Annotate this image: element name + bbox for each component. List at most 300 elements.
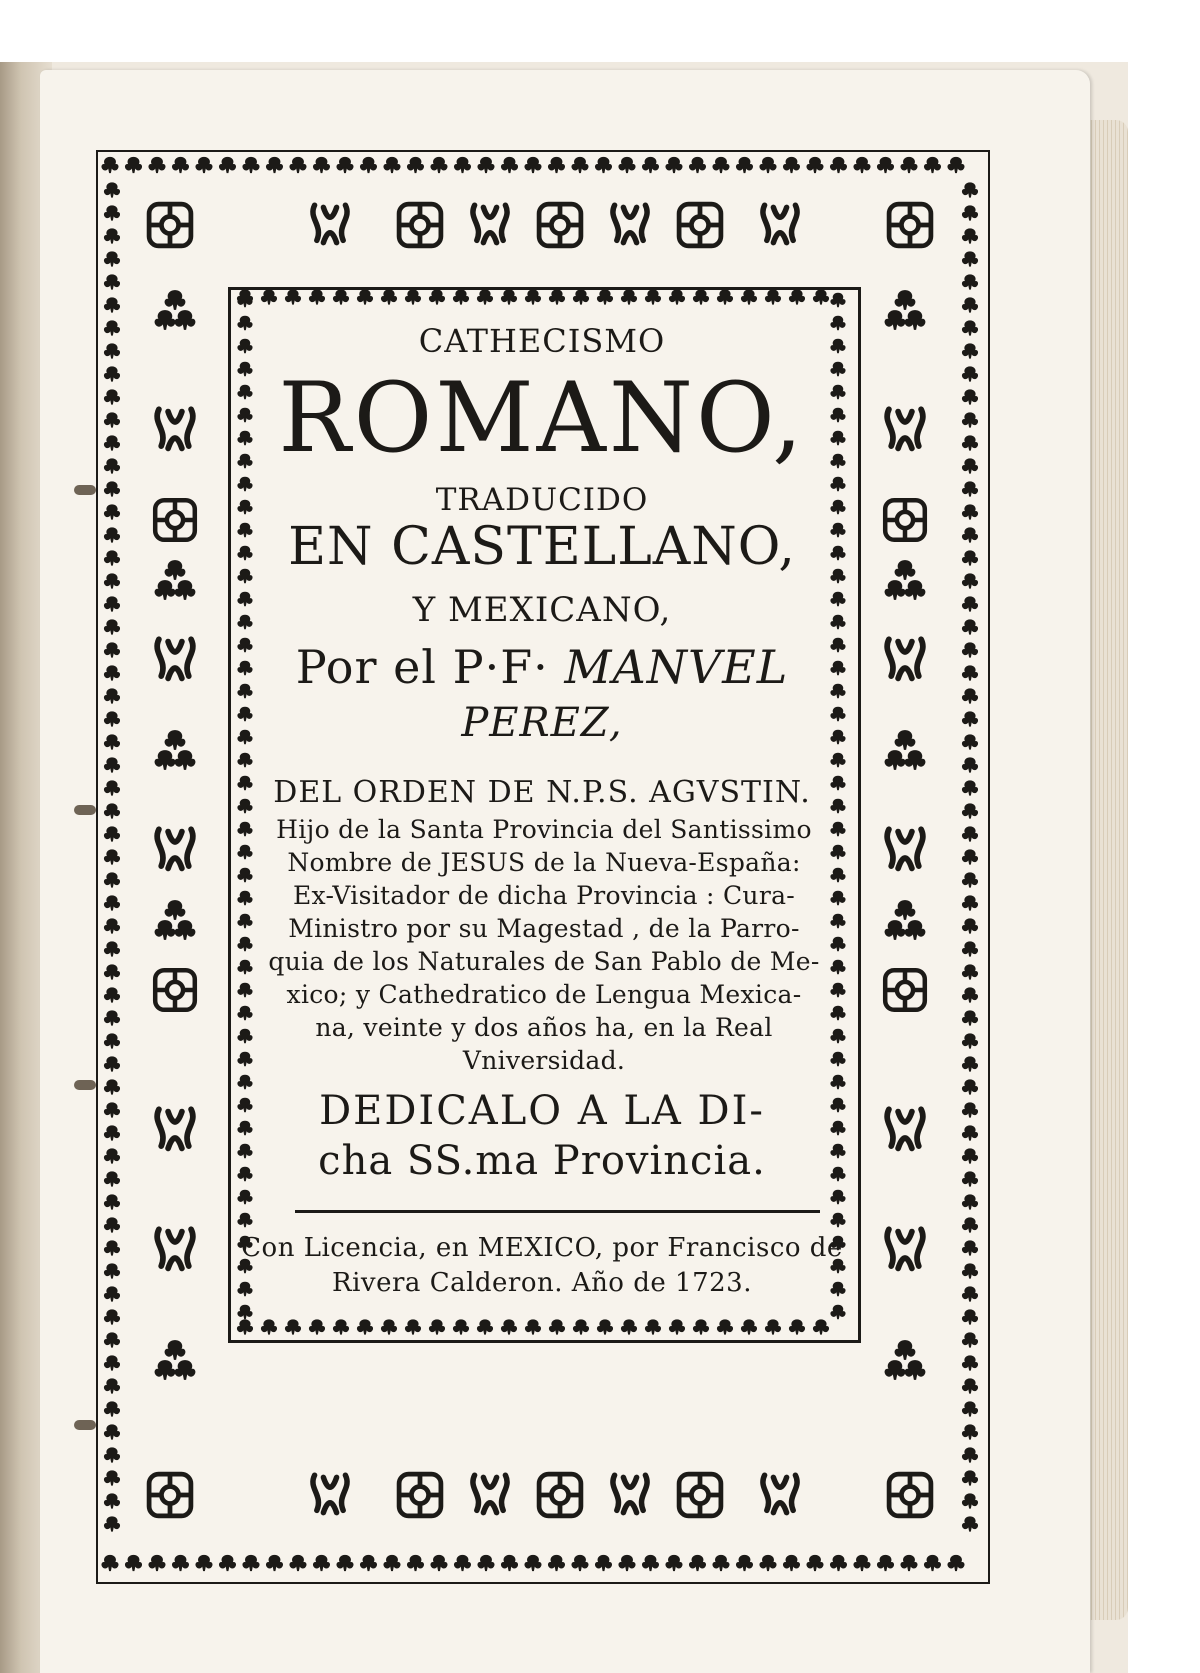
fleuron-ornament [429,1319,445,1334]
title-line-castellano: EN CASTELLANO, [288,517,796,577]
fleuron-ornament [104,1102,120,1117]
fleuron-ornament [645,1319,661,1334]
fleuron-ornament [962,1516,978,1531]
fleuron-ornament [104,1355,120,1370]
description-line: Nombre de JESUS de la Nueva-España: [287,848,801,877]
fleuron-ornament [741,1319,757,1334]
fleuron-ornament [962,1194,978,1209]
fleuron-ornament [501,157,518,173]
fleuron-ornament [712,1555,729,1571]
fleuron-ornament [962,458,978,473]
fleuron-ornament [962,826,978,841]
fleuron-ornament [172,157,189,173]
fleuron-ornament [962,872,978,887]
description-line: Hijo de la Santa Provincia del Santissimo [276,815,812,844]
fleuron-ornament [104,734,120,749]
fleuron-ornament [381,289,397,304]
fleuron-ornament [104,412,120,427]
fleuron-ornament [621,289,637,304]
knot-ornament [539,204,581,246]
fleuron-ornament [104,228,120,243]
fleuron-ornament [104,1056,120,1071]
fleuron-ornament [104,343,120,358]
fleuron-ornament [905,580,926,600]
fleuron-ornament [962,389,978,404]
fleuron-ornament [962,1079,978,1094]
lyre-ornament [157,1109,193,1148]
fleuron-ornament [381,1319,397,1334]
fleuron-ornament [571,157,588,173]
fleuron-ornament [830,157,847,173]
lyre-ornament [763,1475,797,1512]
fleuron-ornament [962,964,978,979]
fleuron-ornament [125,1555,142,1571]
fleuron-ornament [962,1470,978,1485]
author-line [232,640,852,694]
fleuron-ornament [477,157,494,173]
fleuron-ornament [165,290,186,310]
fleuron-ornament [962,366,978,381]
lyre-ornament [157,639,193,678]
knot-ornament [149,1474,191,1516]
fleuron-ornament [962,205,978,220]
fleuron-ornament [962,251,978,266]
fleuron-ornament [104,849,120,864]
fleuron-ornament [693,289,709,304]
lyre-ornament [887,409,923,448]
fleuron-ornament [813,1319,829,1334]
knot-ornament [679,204,721,246]
fleuron-ornament [357,289,373,304]
lyre-ornament [887,1109,923,1148]
fleuron-ornament [430,1555,447,1571]
fleuron-ornament [962,343,978,358]
lyre-ornament [613,1475,647,1512]
fleuron-ornament [407,1555,424,1571]
fleuron-ornament [962,504,978,519]
fleuron-ornament [853,1555,870,1571]
fleuron-ornament [104,711,120,726]
fleuron-ornament [155,310,176,330]
fleuron-ornament [962,1033,978,1048]
fleuron-ornament [741,289,757,304]
fleuron-ornament [595,157,612,173]
fleuron-ornament [895,290,916,310]
fleuron-ornament [104,1194,120,1209]
lyre-ornament [157,1229,193,1268]
lyre-ornament [473,1475,507,1512]
fleuron-ornament [895,730,916,750]
fleuron-ornament [789,289,805,304]
lyre-ornament [887,829,923,868]
fleuron-ornament [237,753,252,767]
fleuron-ornament [877,1555,894,1571]
imprint-line-2: Rivera Calderon. Año de 1723. [332,1268,752,1298]
fleuron-ornament [336,1555,353,1571]
lyre-ornament [313,1475,347,1512]
fleuron-ornament [830,1555,847,1571]
fleuron-ornament [104,872,120,887]
fleuron-ornament [830,293,845,307]
fleuron-ornament [689,1555,706,1571]
knot-ornament [889,204,931,246]
fleuron-ornament [962,412,978,427]
knot-ornament [155,500,195,540]
fleuron-ornament [104,895,120,910]
fleuron-ornament [104,527,120,542]
fleuron-ornament [104,389,120,404]
fleuron-ornament [759,1555,776,1571]
fleuron-ornament [830,1305,845,1319]
fleuron-ornament [285,1319,301,1334]
fleuron-ornament [383,1555,400,1571]
fleuron-ornament [962,849,978,864]
knot-ornament [539,1474,581,1516]
fleuron-ornament [155,920,176,940]
fleuron-ornament [806,1555,823,1571]
fleuron-ornament [104,274,120,289]
fleuron-ornament [104,688,120,703]
fleuron-ornament [261,1319,277,1334]
title-line-romano: ROMANO, [278,362,806,474]
description-line: na, veinte y dos años ha, en la Real [315,1013,773,1042]
fleuron-ornament [104,1516,120,1531]
fleuron-ornament [962,688,978,703]
fleuron-ornament [148,157,165,173]
fleuron-ornament [195,1555,212,1571]
fleuron-ornament [962,1171,978,1186]
fleuron-ornament [962,987,978,1002]
fleuron-ornament [962,941,978,956]
fleuron-ornament [430,157,447,173]
fleuron-ornament [453,1319,469,1334]
lyre-ornament [157,409,193,448]
fleuron-ornament [597,289,613,304]
fleuron-ornament [962,320,978,335]
fleuron-ornament [524,1555,541,1571]
fleuron-ornament [104,1470,120,1485]
fleuron-ornament [962,481,978,496]
fleuron-ornament [759,157,776,173]
fleuron-ornament [104,1493,120,1508]
fleuron-ornament [501,289,517,304]
fleuron-ornament [477,1555,494,1571]
fleuron-ornament [104,573,120,588]
fleuron-ornament [525,289,541,304]
fleuron-ornament [289,157,306,173]
fleuron-ornament [645,289,661,304]
fleuron-ornament [962,895,978,910]
dedication-line-2: cha SS.ma Provincia. [318,1138,766,1184]
fleuron-ornament [895,1340,916,1360]
fleuron-ornament [104,1125,120,1140]
fleuron-ornament [962,665,978,680]
fleuron-ornament [104,1263,120,1278]
fleuron-ornament [313,157,330,173]
fleuron-ornament [104,1148,120,1163]
fleuron-ornament [237,1319,253,1334]
fleuron-ornament [689,157,706,173]
fleuron-ornament [219,1555,236,1571]
fleuron-ornament [595,1555,612,1571]
fleuron-ornament [104,1424,120,1439]
fleuron-ornament [962,918,978,933]
description-line: Vniversidad. [462,1046,626,1075]
order-line: DEL ORDEN DE N.P.S. AGVSTIN. [273,775,811,810]
fleuron-ornament [104,918,120,933]
fleuron-ornament [947,1555,964,1571]
fleuron-ornament [830,1213,845,1227]
fleuron-ornament [104,1171,120,1186]
fleuron-ornament [736,157,753,173]
fleuron-ornament [962,1240,978,1255]
fleuron-ornament [618,157,635,173]
lyre-ornament [887,639,923,678]
fleuron-ornament [962,1286,978,1301]
fleuron-ornament [104,665,120,680]
fleuron-ornament [830,753,845,767]
fleuron-ornament [237,1213,252,1227]
knot-ornament [155,970,195,1010]
fleuron-ornament [155,1360,176,1380]
fleuron-ornament [900,1555,917,1571]
fleuron-ornament [924,157,941,173]
fleuron-ornament [905,920,926,940]
fleuron-ornament [104,964,120,979]
fleuron-ornament [104,1286,120,1301]
fleuron-ornament [885,920,906,940]
fleuron-ornament [104,826,120,841]
fleuron-ornament [962,573,978,588]
fleuron-ornament [962,711,978,726]
fleuron-ornament [962,550,978,565]
fleuron-ornament [789,1319,805,1334]
fleuron-ornament [405,289,421,304]
fleuron-ornament [962,1355,978,1370]
fleuron-ornament [165,900,186,920]
fleuron-ornament [104,550,120,565]
fleuron-ornament [175,310,196,330]
fleuron-ornament [175,1360,196,1380]
fleuron-ornament [853,157,870,173]
description-line: Ministro por su Magestad , de la Parro- [288,914,800,943]
fleuron-ornament [104,642,120,657]
lyre-ornament [613,205,647,242]
fleuron-ornament [885,750,906,770]
fleuron-ornament [501,1555,518,1571]
fleuron-ornament [360,157,377,173]
fleuron-ornament [885,580,906,600]
fleuron-ornament [717,289,733,304]
fleuron-ornament [962,435,978,450]
description-line: quia de los Naturales de San Pablo de Me- [268,947,820,976]
fleuron-ornament [148,1555,165,1571]
fleuron-ornament [165,730,186,750]
title-line-traducido: TRADUCIDO [435,482,649,518]
fleuron-ornament [573,289,589,304]
fleuron-ornament [104,435,120,450]
fleuron-ornament [477,289,493,304]
fleuron-ornament [101,157,118,173]
fleuron-ornament [900,157,917,173]
fleuron-ornament [962,780,978,795]
fleuron-ornament [669,1319,685,1334]
fleuron-ornament [962,803,978,818]
fleuron-ornament [962,1125,978,1140]
fleuron-ornament [962,297,978,312]
fleuron-ornament [383,157,400,173]
fleuron-ornament [573,1319,589,1334]
fleuron-ornament [405,1319,421,1334]
fleuron-ornament [237,1190,252,1204]
lyre-ornament [157,829,193,868]
fleuron-ornament [104,458,120,473]
fleuron-ornament [101,1555,118,1571]
fleuron-ornament [104,987,120,1002]
fleuron-ornament [104,1401,120,1416]
fleuron-ornament [333,289,349,304]
fleuron-ornament [642,157,659,173]
fleuron-ornament [104,1217,120,1232]
fleuron-ornament [172,1555,189,1571]
fleuron-ornament [104,941,120,956]
knot-ornament [885,970,925,1010]
fleuron-ornament [962,1102,978,1117]
fleuron-ornament [242,1555,259,1571]
fleuron-ornament [885,1360,906,1380]
fleuron-ornament [962,757,978,772]
fleuron-ornament [524,157,541,173]
fleuron-ornament [104,251,120,266]
fleuron-ornament [665,157,682,173]
fleuron-ornament [237,1305,252,1319]
fleuron-ornament [813,289,829,304]
fleuron-ornament [104,803,120,818]
fleuron-ornament [962,182,978,197]
author-prefix: Por el P·F· [295,640,549,694]
fleuron-ornament [806,157,823,173]
fleuron-ornament [783,1555,800,1571]
fleuron-ornament [104,780,120,795]
fleuron-ornament [693,1319,709,1334]
fleuron-ornament [266,1555,283,1571]
fleuron-ornament [962,734,978,749]
fleuron-ornament [104,297,120,312]
fleuron-ornament [104,1447,120,1462]
fleuron-ornament [289,1555,306,1571]
title-line-mexicano: Y MEXICANO, [412,590,672,630]
fleuron-ornament [333,1319,349,1334]
fleuron-ornament [962,1378,978,1393]
fleuron-ornament [360,1555,377,1571]
fleuron-ornament [104,1033,120,1048]
fleuron-ornament [548,157,565,173]
fleuron-ornament [104,1378,120,1393]
fleuron-ornament [962,596,978,611]
fleuron-ornament [905,750,926,770]
fleuron-ornament [309,1319,325,1334]
knot-ornament [399,1474,441,1516]
fleuron-ornament [669,289,685,304]
fleuron-ornament [549,1319,565,1334]
fleuron-ornament [525,1319,541,1334]
fleuron-ornament [962,527,978,542]
fleuron-ornament [962,1332,978,1347]
fleuron-ornament [477,1319,493,1334]
fleuron-ornament [104,182,120,197]
fleuron-ornament [104,1010,120,1025]
fleuron-ornament [618,1555,635,1571]
imprint-line-1: Con Licencia, en MEXICO, por Francisco de [241,1233,843,1263]
fleuron-ornament [717,1319,733,1334]
fleuron-ornament [313,1555,330,1571]
fleuron-ornament [962,1010,978,1025]
fleuron-ornament [104,320,120,335]
fleuron-ornament [962,619,978,634]
fleuron-ornament [830,1190,845,1204]
author-surname: PEREZ, [461,700,623,746]
fleuron-ornament [885,310,906,330]
fleuron-ornament [104,205,120,220]
fleuron-ornament [642,1555,659,1571]
knot-ornament [889,1474,931,1516]
fleuron-ornament [165,1340,186,1360]
fleuron-ornament [905,310,926,330]
fleuron-ornament [962,1217,978,1232]
author-description [250,813,838,1077]
fleuron-ornament [895,900,916,920]
fleuron-ornament [962,1309,978,1324]
knot-ornament [885,500,925,540]
fleuron-ornament [285,289,301,304]
fleuron-ornament [309,289,325,304]
fleuron-ornament [895,560,916,580]
fleuron-ornament [962,228,978,243]
lyre-ornament [887,1229,923,1268]
fleuron-ornament [962,1056,978,1071]
fleuron-ornament [155,580,176,600]
knot-ornament [399,204,441,246]
fleuron-ornament [104,619,120,634]
fleuron-ornament [336,157,353,173]
fleuron-ornament [104,1309,120,1324]
lyre-ornament [473,205,507,242]
fleuron-ornament [501,1319,517,1334]
separator-rule [295,1210,820,1213]
fleuron-ornament [548,1555,565,1571]
title-line-cathecismo: CATHECISMO [418,322,666,360]
fleuron-ornament [453,289,469,304]
fleuron-ornament [407,157,424,173]
description-line: Ex-Visitador de dicha Provincia : Cura- [292,881,796,910]
fleuron-ornament [175,920,196,940]
fleuron-ornament [155,750,176,770]
fleuron-ornament [195,157,212,173]
lyre-ornament [313,205,347,242]
fleuron-ornament [712,157,729,173]
fleuron-ornament [175,580,196,600]
fleuron-ornament [125,157,142,173]
fleuron-ornament [454,157,471,173]
fleuron-ornament [765,1319,781,1334]
fleuron-ornament [621,1319,637,1334]
fleuron-ornament [962,1148,978,1163]
fleuron-ornament [242,157,259,173]
fleuron-ornament [454,1555,471,1571]
lyre-ornament [763,205,797,242]
fleuron-ornament [104,1240,120,1255]
fleuron-ornament [261,289,277,304]
